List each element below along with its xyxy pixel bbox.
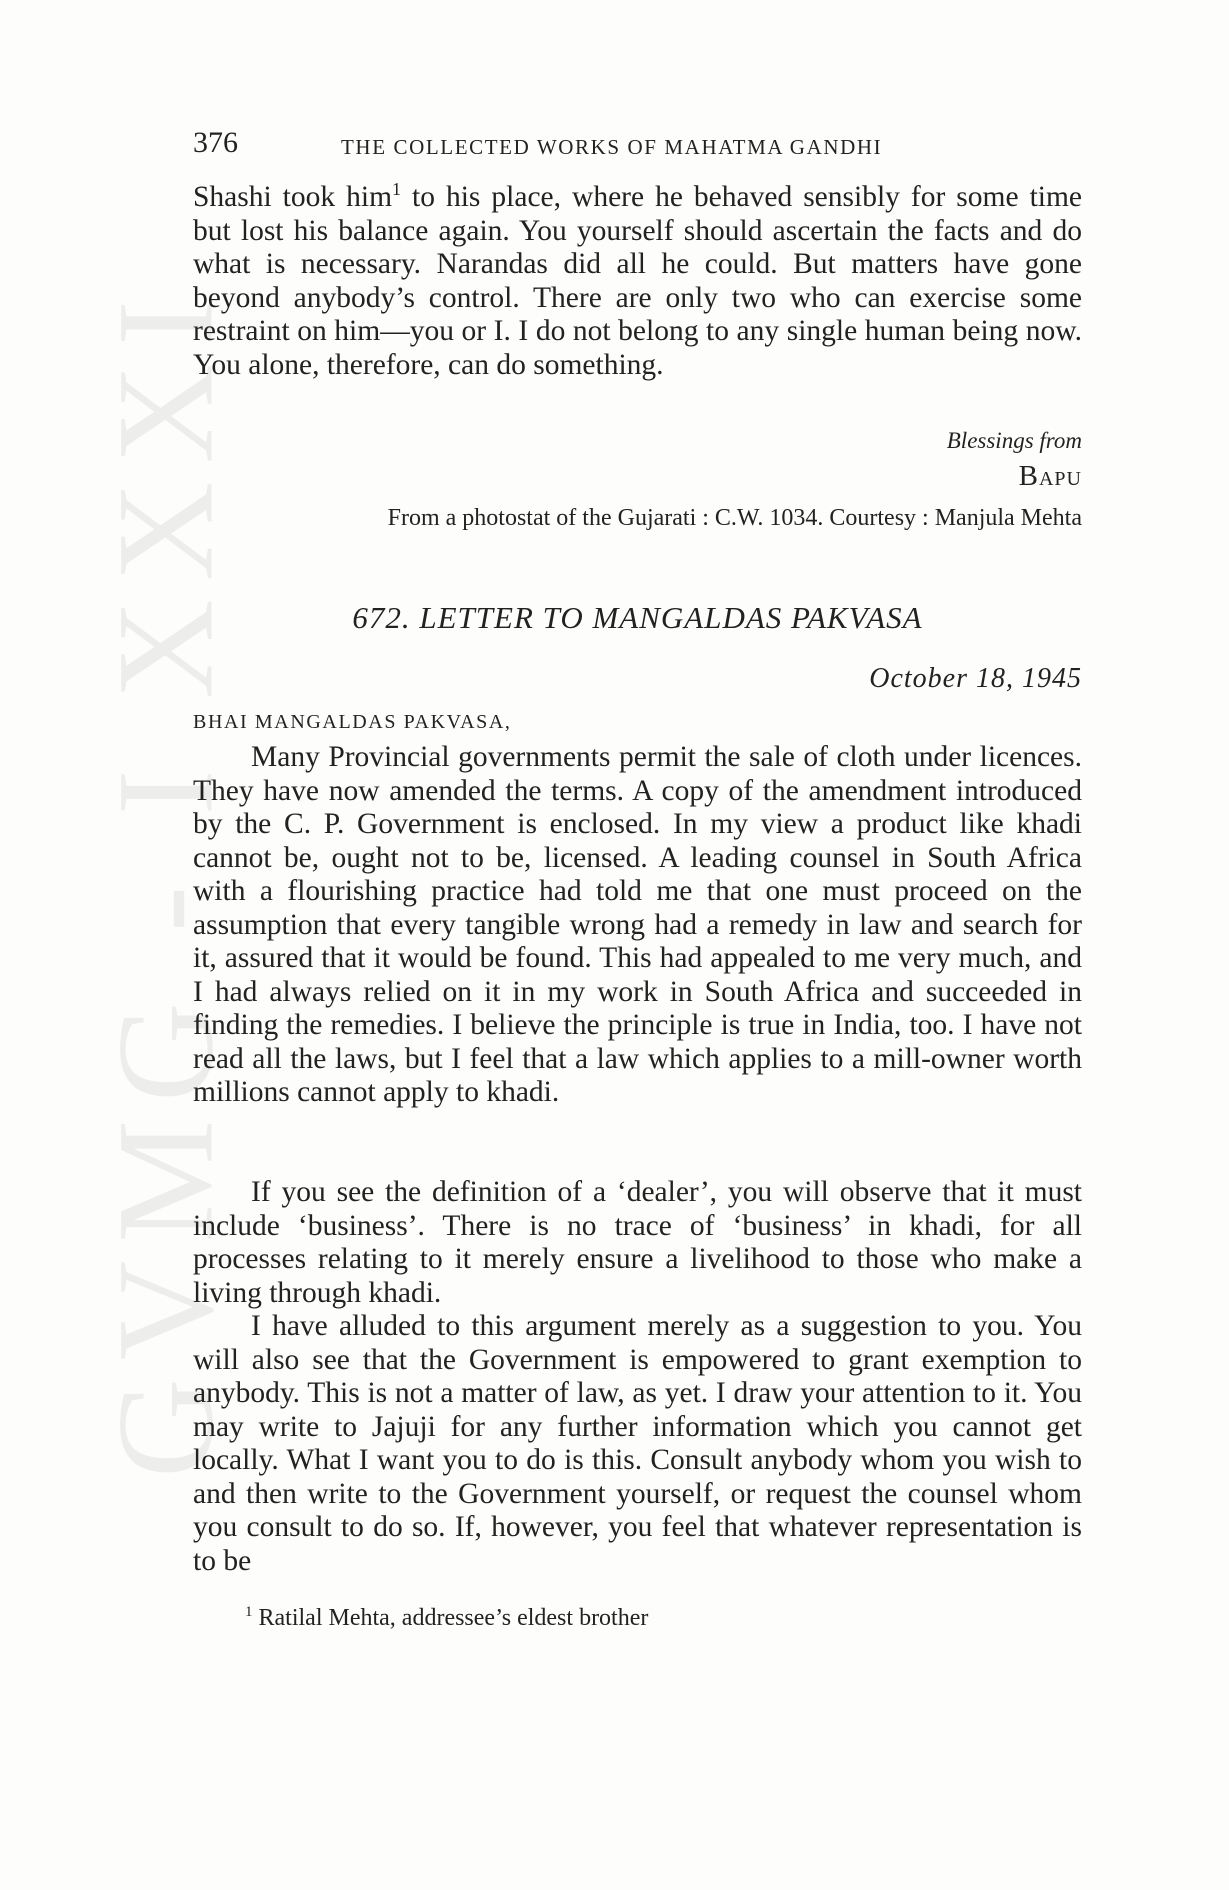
salutation: BHAI MANGALDAS PAKVASA, [193, 711, 512, 733]
closing-blessings: Blessings from [946, 428, 1082, 453]
signature: Bapu [1018, 460, 1082, 492]
paragraph-text: Shashi took him [193, 181, 393, 213]
letter-paragraph: If you see the definition of a ‘dealer’, you will observe that it must include ‘business’. There is no trace of ‘business’ in khadi, for all processes relating to it merely ensure a livelihood to those who make a living through khadi. [193, 1176, 1082, 1309]
footnote-reference: 1 [392, 179, 402, 200]
running-title: THE COLLECTED WORKS OF MAHATMA GANDHI [341, 135, 883, 159]
watermark: GVMG - I XXXI [88, 281, 242, 1479]
letter-date: October 18, 1945 [869, 663, 1082, 694]
previous-letter-paragraph [193, 181, 1082, 382]
page-number: 376 [193, 126, 238, 159]
running-head [193, 126, 1082, 166]
footnote-text: Ratilal Mehta, addressee’s eldest brother [252, 1605, 649, 1631]
footnote [245, 1604, 648, 1632]
letter-paragraph: I have alluded to this argument merely as a suggestion to you. You will also see that the Government is empowered to grant exemption to anybody. This is not a matter of law, as yet. I draw your attention to it. You may write to Jajuji for any further information which you cannot get locally. What I want you to do is this. Consult anybody whom you wish to and then write to the Government yourself, or request the counsel whom you consult to do so. If, however, you feel that whatever representation is to be [193, 1310, 1082, 1577]
letter-paragraph: Many Provincial governments permit the sale of cloth under licences. They have now amended the terms. A copy of the amendment introduced by the C. P. Government is enclosed. In my view a product like khadi cannot be, ought not to be, licensed. A leading counsel in South Africa with a flourishing practice had told me that one must proceed on the assumption that every tangible wrong had a remedy in law and search for it, assured that it would be found. This had appealed to me very much, and I had always relied on it in my work in South Africa and succeeded in finding the remedies. I believe the principle is true in India, too. I have not read all the laws, but I feel that a law which applies to a mill-owner worth millions cannot apply to khadi. [193, 741, 1082, 1108]
paragraph-text: to his place, where he behaved sensibly for some time but lost his balance again. You yourself should ascertain the facts and do what is necessary. Narandas did all he could. But matters have gone beyond anybody’s control. There are only two who can exercise some restraint on him—you or I. I do not belong to any single human being now. You alone, therefore, can do something. [193, 181, 1083, 381]
letter-heading: 672. LETTER TO MANGALDAS PAKVASA [352, 600, 923, 635]
footnote-marker: 1 [245, 1604, 253, 1620]
source-note: From a photostat of the Gujarati : C.W. 1034. Courtesy : Manjula Mehta [387, 505, 1082, 531]
